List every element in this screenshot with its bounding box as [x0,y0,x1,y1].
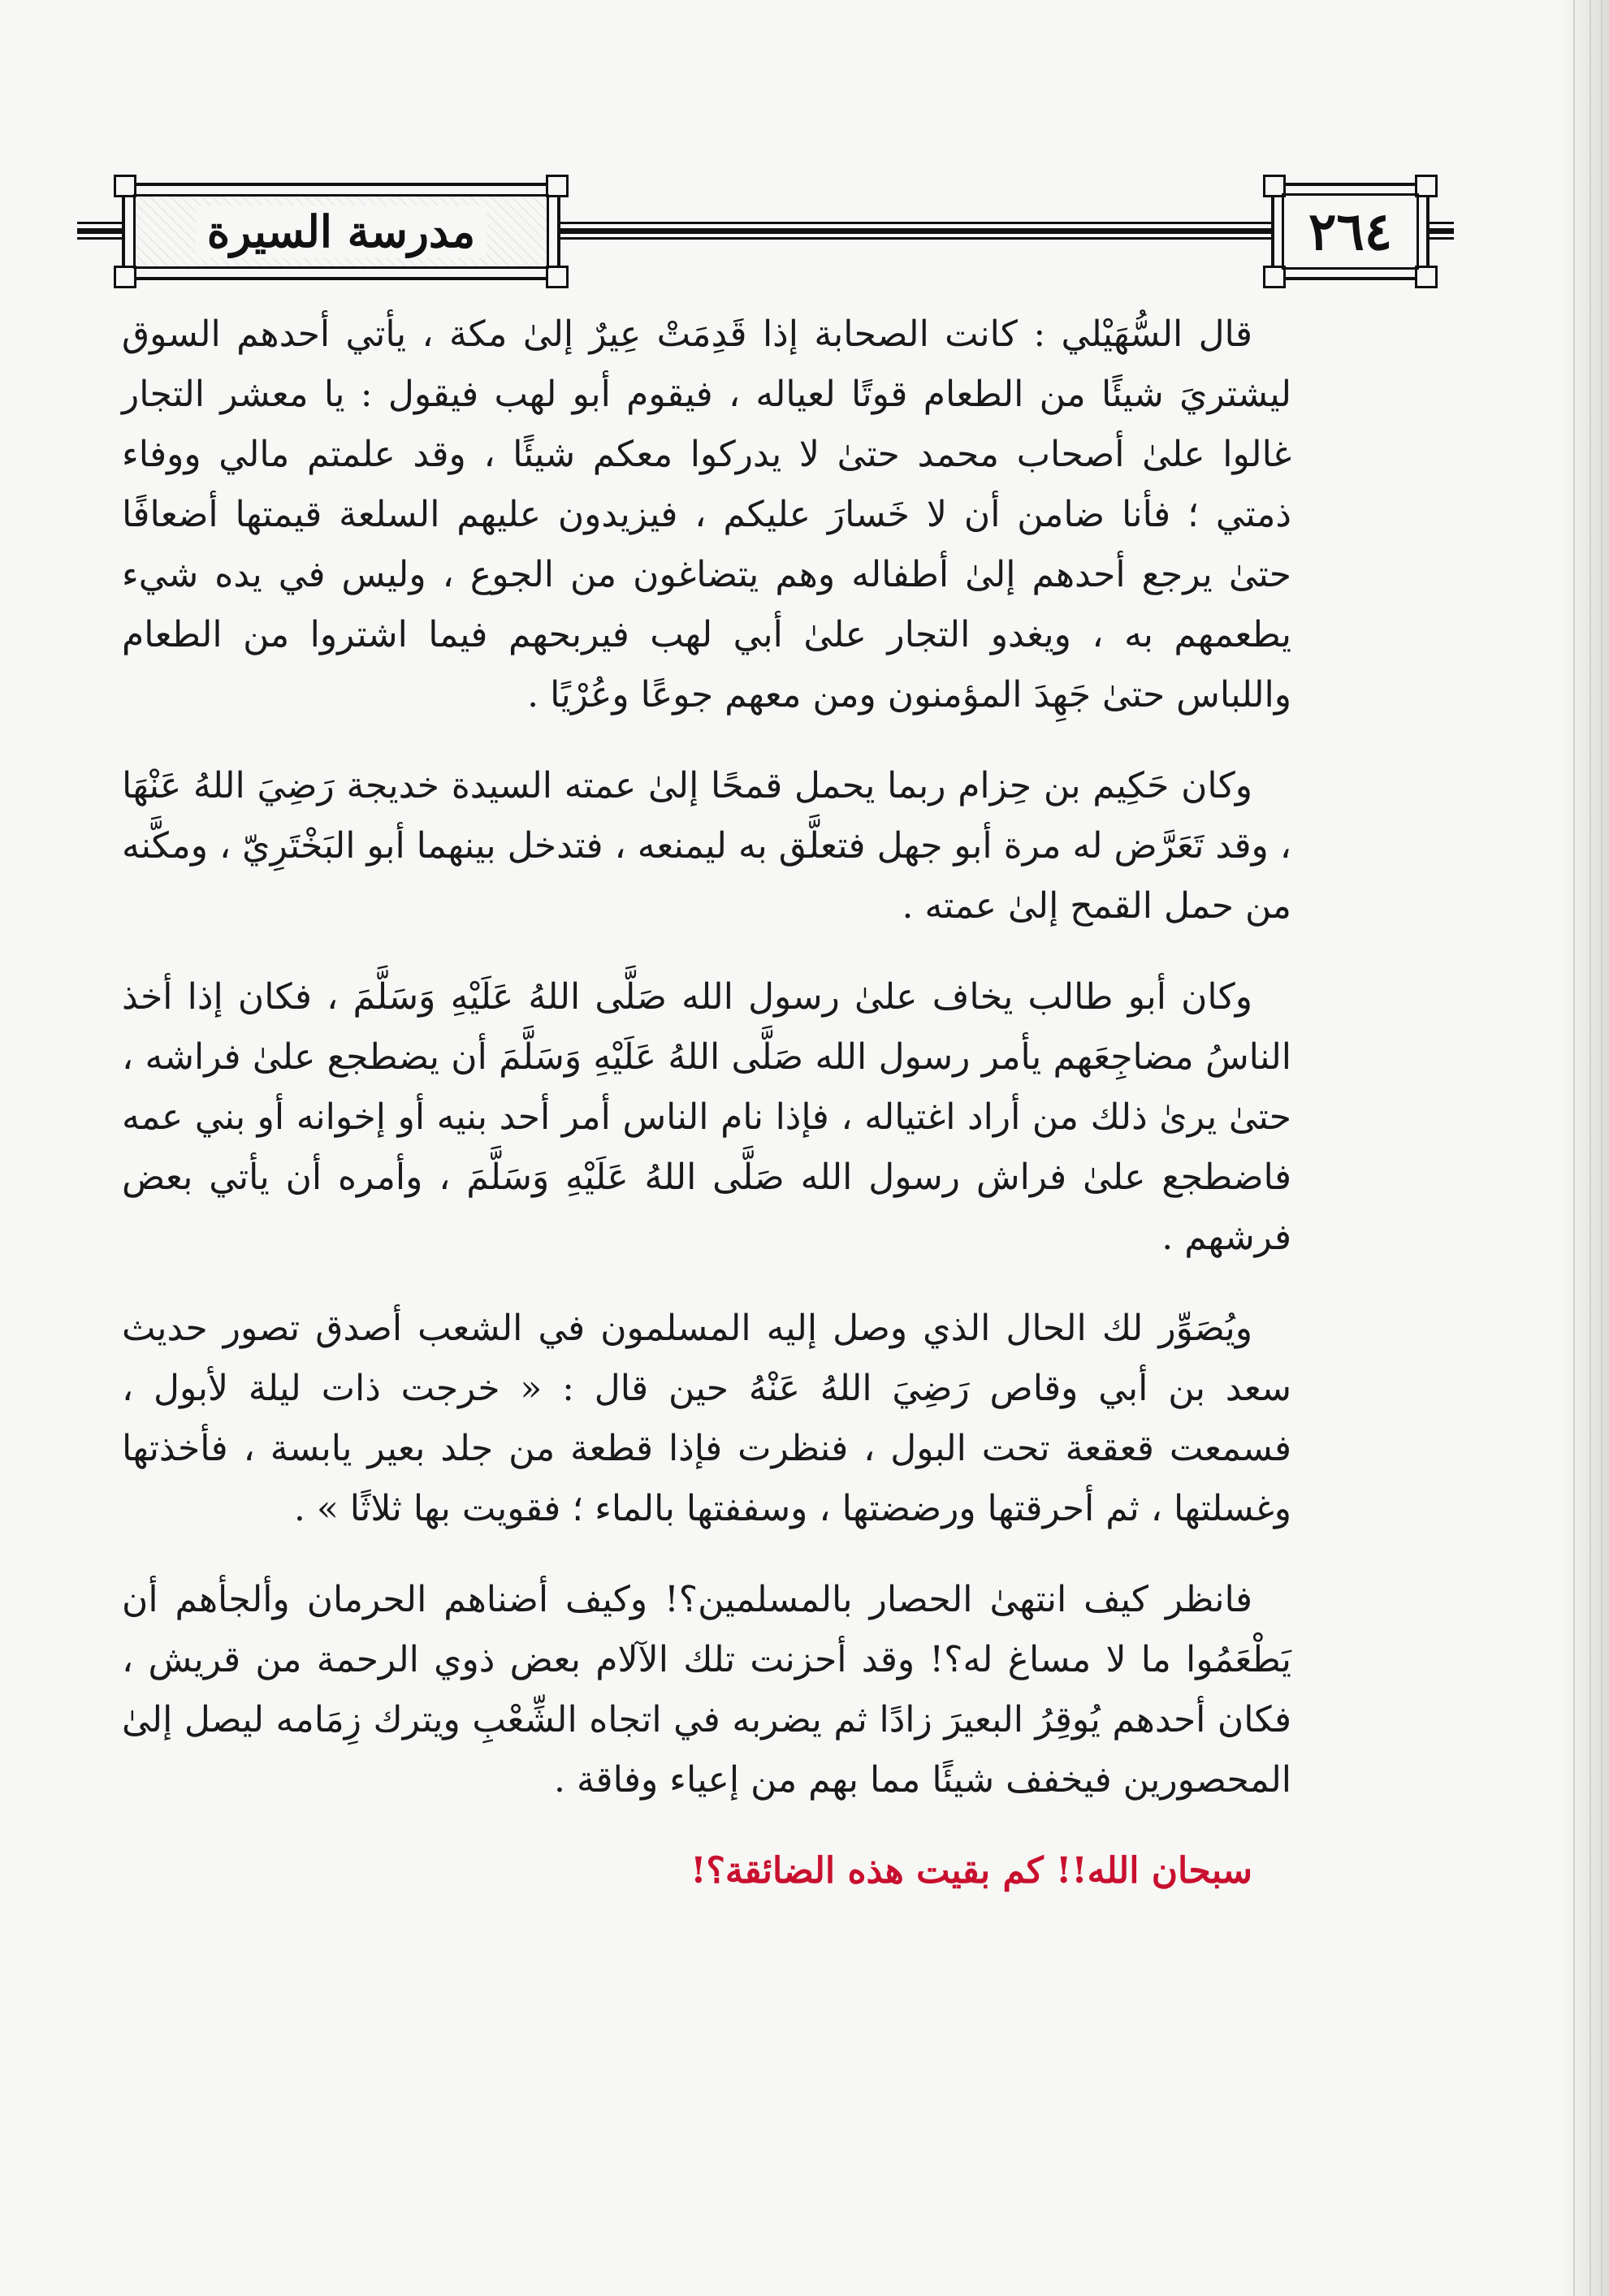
closing-exclamation: سبحان الله!! كم بقيت هذه الضائقة؟! [690,1850,1252,1892]
running-title: مدرسة السيرة [196,205,487,257]
page-header [77,183,1454,284]
main-text [122,305,1291,1932]
ornament-corner [114,266,136,288]
page-edge-line [1590,0,1591,2296]
paragraph: وكان حَكِيم بن حِزام ربما يحمل قمحًا إلىٰ عمته السيدة خديجة رَضِيَ اللهُ عَنْهَا ، وقد تَعَرَّض له مرة أبو جهل فتعلَّق به ليمنعه ، فتدخل بينهما أبو البَخْتَرِيّ ، ومكَّنه من حمل القمح إلىٰ عمته . [122,765,1291,927]
paragraph: وكان أبو طالب يخاف علىٰ رسول الله صَلَّى اللهُ عَلَيْهِ وَسَلَّمَ ، فكان إذا أخذ الناسُ مضاجِعَهم يأمر رسول الله صَلَّى اللهُ عَلَيْهِ وَسَلَّمَ أن يضطجع علىٰ فراشه ، حتىٰ يرىٰ ذلك من أراد اغتياله ، فإذا نام الناس أمر أحد بنيه أو إخوانه أو بني عمه فاضطجع علىٰ فراش رسول الله صَلَّى اللهُ عَلَيْهِ وَسَلَّمَ ، وأمره أن يأتي بعض فرشهم . [122,976,1291,1258]
ornament-corner [546,266,569,288]
paragraph: ويُصَوِّر لك الحال الذي وصل إليه المسلمون في الشعب أصدق تصور حديث سعد بن أبي وقاص رَضِيَ اللهُ عَنْهُ حين قال : « خرجت ذات ليلة لأبول ، فسمعت قعقعة تحت البول ، فنظرت فإذا قطعة من جلد بعير يابسة ، فأخذتها وغسلتها ، ثم أحرقتها ورضضتها ، وسففتها بالماء ؛ فقويت بها ثلاثًا » . [122,1308,1291,1529]
paragraph: قال السُّهَيْلي : كانت الصحابة إذا قَدِمَتْ عِيرٌ إلىٰ مكة ، يأتي أحدهم السوق ليشتريَ شيئًا من الطعام قوتًا لعياله ، فيقوم أبو لهب فيقول : يا معشر التجار غالوا علىٰ أصحاب محمد حتىٰ لا يدركوا معكم شيئًا ، وقد علمتم مالي ووفاء ذمتي ؛ فأنا ضامن أن لا خَسارَ عليكم ، فيزيدون عليهم السلعة قيمتها أضعافًا حتىٰ يرجع أحدهم إلىٰ أطفاله وهم يتضاغون من الجوع ، وليس في يده شيء يطعمهم به ، ويغدو التجار علىٰ أبي لهب فيربحهم فيما اشتروا من الطعام واللباس حتىٰ جَهِدَ المؤمنون ومن معهم جوعًا وعُرْيًا . [122,313,1291,716]
page-number: ٢٦٤ [1308,201,1393,262]
running-title-frame [122,183,560,280]
page-edge-line [1573,0,1575,2296]
page-edge-line [1601,0,1603,2296]
ornament-corner [546,175,569,197]
paragraph: فانظر كيف انتهىٰ الحصار بالمسلمين؟! وكيف أضناهم الحرمان وألجأهم أن يَطْعَمُوا ما لا مساغ له؟! وقد أحزنت تلك الآلام بعض ذوي الرحمة من قريش ، فكان أحدهم يُوقِرُ البعيرَ زادًا ثم يضربه في اتجاه الشِّعْبِ ويترك زِمَامه ليصل إلىٰ المحصورين فيخفف شيئًا مما بهم من إعياء وفاقة . [122,1579,1291,1801]
page-number-frame [1271,183,1430,280]
